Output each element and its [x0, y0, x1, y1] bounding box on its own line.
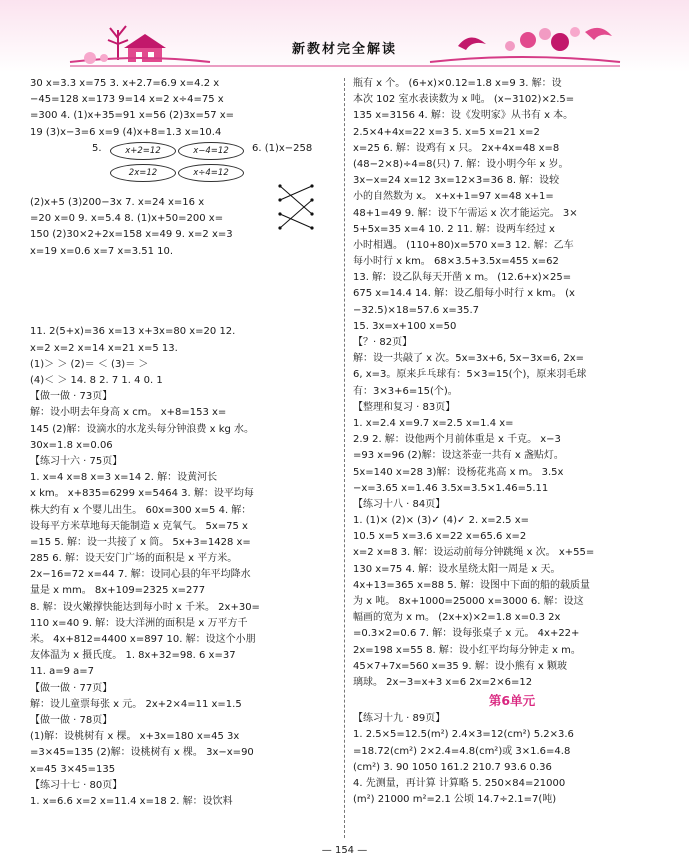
answer-line: 2x−16=72 x=44 7. 解：设同心县的年平均降水: [30, 569, 251, 581]
answer-line: 135 x=3156 4. 解：设《发明家》从书有 x 本。: [353, 110, 574, 122]
section-heading: 【做一做 · 78页】: [30, 714, 113, 726]
answer-line: 1. x=6.6 x=2 x=11.4 x=18 2. 解：设饮料: [30, 795, 233, 807]
answer-line: x=25 6. 解：设鸡有 x 只。 2x+4x=48 x=8: [353, 142, 560, 154]
answer-line: 1. (1)× (2)× (3)✓ (4)✓ 2. x=2.5 x=: [353, 515, 530, 527]
answer-line: −x=3.65 x=1.46 3.5x=3.5×1.46=5.11: [353, 482, 549, 494]
answer-line: [30, 260, 338, 276]
answer-line: [30, 276, 338, 292]
answer-line: [30, 308, 338, 324]
section-heading: 【整理和复习 · 83页】: [353, 401, 456, 413]
answer-line: 1. x=4 x=8 x=3 x=14 2. 解：设黄河长: [30, 472, 218, 484]
answer-line: (48−2×8)÷4=8(只) 7. 解：设小明今年 x 岁。: [353, 158, 569, 170]
answer-line: =93 x=96 (2)解：设这茶壶一共有 x 盏贴灯。: [353, 450, 564, 462]
answer-line: −45=128 x=173 9=14 x=2 x÷4=75 x: [30, 94, 224, 106]
answer-line: (4)＜ ＞ 14. 8 2. 7 1. 4 0. 1: [30, 375, 163, 386]
answer-line: 19 (3)x−3=6 x=9 (4)x+8=1.3 x=10.4: [30, 126, 222, 138]
answer-line: 株大约有 x 个婴儿出生。 60x=300 x=5 4. 解：: [30, 504, 252, 516]
header-title: 新教材完全解读: [291, 42, 397, 57]
section-heading: 【练习十九 · 89页】: [353, 713, 446, 725]
answer-line: 友体温为 x 摄氏度。 1. 8x+32=98. 6 x=37: [30, 650, 236, 662]
answer-line: =3×45=135 (2)解：设桃树有 x 棵。 3x−x=90: [30, 747, 254, 759]
answer-line: =18.72(cm²) 2×2.4=4.8(cm²)或 3×1.6=4.8: [353, 745, 571, 757]
right-column: [353, 76, 671, 808]
answer-line: 璃球。 2x−3=x+3 x=6 2x=2×6=12: [353, 676, 533, 688]
answer-line: 每小时行 x km。 68×3.5+3.5x=455 x=62: [353, 256, 559, 268]
match-line: [280, 200, 312, 228]
answer-line: x=19 x=0.6 x=7 x=3.51 10.: [30, 245, 174, 257]
answer-line: 瓶有 x 个。 (6+x)×0.12=1.8 x=9 3. 解：设: [353, 78, 562, 89]
answer-line: 8. 解：设火嫩撑快能达到每小时 x 千米。 2x+30=: [30, 601, 260, 613]
answer-line: (cm²) 3. 90 1050 161.2 210.7 93.6 0.36: [353, 761, 552, 773]
footer-dash: —: [357, 845, 368, 856]
answer-line: 145 (2)解：设滴水的水龙头每分钟浪费 x kg 水。: [30, 423, 255, 435]
section-heading: 【练习十八 · 84页】: [353, 498, 446, 510]
answer-line: 110 x=40 9. 解：设大洋洲的面积是 x 万平方千: [30, 617, 248, 629]
answer-line: x km。 x+835=6299 x=5464 3. 解：设平均每: [30, 488, 254, 500]
answer-line: 2.5×4+4x=22 x=3 5. x=5 x=21 x=2: [353, 126, 540, 138]
column-divider: [344, 78, 345, 838]
answer-line: 11. 2(5+x)=36 x=13 x+3x=80 x=20 12.: [30, 326, 236, 338]
answer-line: 13. 解：设乙队每天开凿 x m。 (12.6+x)×25=: [353, 272, 572, 284]
answer-line: 小的自然数为 x。 x+x+1=97 x=48 x+1=: [353, 191, 554, 203]
answer-line: (1)解：设桃树有 x 棵。 x+3x=180 x=45 3x: [30, 731, 240, 743]
header-banner: [0, 0, 689, 72]
answer-line: 4. 先测量，再计算 计算略 5. 250×84=21000: [353, 777, 566, 789]
answer-line: 11. a=9 a=7: [30, 666, 94, 678]
section-heading: 【练习十六 · 75页】: [30, 455, 123, 467]
answer-line: 1. 2.5×5=12.5(m²) 2.4×3=12(cm²) 5.2×3.6: [353, 729, 574, 741]
answer-line: 解：设儿童票每张 x 元。 2x+2×4=11 x=1.5: [30, 698, 242, 710]
match-line: [280, 214, 312, 228]
answer-line: 150 (2)30×2+2x=158 x=49 9. x=2 x=3: [30, 229, 233, 241]
answer-line: 5+5x=35 x=4 10. 2 11. 解：设两车经过 x: [353, 223, 555, 235]
answer-line: 15. 3x=x+100 x=50: [353, 320, 457, 332]
answer-line: 解：设一共敲了 x 次。5x=3x+6, 5x−3x=6, 2x=: [353, 353, 585, 365]
footer-dash: —: [321, 845, 332, 856]
section-heading: 【做一做 · 73页】: [30, 391, 113, 403]
answer-line: x=2 x=2 x=14 x=21 x=5 13.: [30, 342, 178, 354]
answer-line: 1. x=2.4 x=9.7 x=2.5 x=1.4 x=: [353, 417, 514, 429]
answer-line: 6. (1)x−258: [252, 142, 313, 154]
answer-line: =15 5. 解：设一共接了 x 筒。 5x+3=1428 x=: [30, 536, 251, 548]
answer-line: −32.5)×18=57.6 x=35.7: [353, 304, 480, 316]
answer-line: (m²) 21000 m²=2.1 公顷 14.7÷2.1=7(吨): [353, 794, 557, 806]
answer-line: 量是 x mm。 8x+109=2325 x=277: [30, 585, 206, 597]
section-heading: 【做一做 · 77页】: [30, 682, 113, 694]
answer-line: 小时相遇。 (110+80)x=570 x=3 12. 解：乙车: [353, 239, 574, 251]
answer-line: 有：3×3+6=15(个)。: [353, 385, 458, 397]
answer-line: 675 x=14.4 14. 解：设乙船每小时行 x km。 (x: [353, 288, 575, 300]
ellipse-row: [30, 141, 338, 160]
answer-line: [30, 292, 338, 308]
answer-line: 285 6. 解：设天安门广场的面积是 x 平方米。: [30, 553, 238, 565]
answer-line: 30x=1.8 x=0.06: [30, 439, 113, 451]
answer-line: 6, x=3。原来乒乓球有：5×3=15(个)，原来羽毛球: [353, 369, 587, 381]
match-line: [280, 186, 312, 214]
unit-title: 第6单元: [488, 693, 536, 709]
answer-line: 2.9 2. 解：设他两个月前体重是 x 千克。 x−3: [353, 434, 561, 446]
page-footer: [0, 845, 689, 856]
answer-line: 48+1=49 9. 解：设下午需运 x 次才能运完。 3×: [353, 207, 578, 219]
match-line: [280, 186, 312, 200]
answer-line: (1)＞ ＞ (2)＝ ＜ (3)＝ ＞: [30, 358, 149, 370]
answer-line: 为 x 吨。 8x+1000=25000 x=3000 6. 解：设这: [353, 596, 584, 607]
answer-line: =0.3×2=0.6 7. 解：设每张桌子 x 元。 4x+22+: [353, 628, 580, 640]
question-number: 5.: [92, 142, 102, 154]
equation-ellipse: x−4=12: [178, 142, 244, 160]
answer-line: 30 x=3.3 x=75 3. x+2.7=6.9 x=4.2 x: [30, 78, 220, 89]
matching-lines-diagram: [272, 180, 322, 240]
answer-line: 幅画的宽为 x m。 (2x+x)×2=1.8 x=0.3 2x: [353, 612, 561, 624]
ellipse-row: [30, 160, 338, 179]
page-number: 154: [334, 845, 355, 856]
answer-line: (2)x+5 (3)200−3x 7. x=24 x=16 x: [30, 196, 205, 208]
equation-ellipse: x÷4=12: [178, 164, 244, 182]
answer-line: 2x=198 x=55 8. 解：设小红平均每分钟走 x m。: [353, 644, 581, 656]
section-heading: 【练习十七 · 80页】: [30, 779, 123, 791]
answer-line: 10.5 x=5 x=3.6 x=22 x=65.6 x=2: [353, 531, 527, 543]
equation-ellipse: 2x=12: [110, 164, 176, 182]
answer-line: 3x−x=24 x=12 3x=12×3=36 8. 解：设较: [353, 175, 560, 187]
answer-line: 设每平方米草地每天能制造 x 克氧气。 5x=75 x: [30, 520, 248, 532]
answer-line: 5x=140 x=28 3)解：设杨花兆高 x m。 3.5x: [353, 466, 564, 478]
answer-line: 解：设小明去年身高 x cm。 x+8=153 x=: [30, 407, 227, 419]
answer-line: =300 4. (1)x+35=91 x=56 (2)3x=57 x=: [30, 110, 235, 122]
answer-line: x=2 x=8 3. 解：设运动前每分钟跳绳 x 次。 x+55=: [353, 547, 595, 559]
answer-line: 本次 102 室水表读数为 x 吨。 (x−3102)×2.5=: [353, 94, 575, 106]
answer-line: 4x+13=365 x=88 5. 解：设图中下面的船的载质量: [353, 579, 590, 591]
answer-line: x=45 3×45=135: [30, 763, 116, 775]
equation-ellipse: x+2=12: [110, 142, 176, 160]
answer-line: 45×7+7x=560 x=35 9. 解：设小熊有 x 颗玻: [353, 660, 567, 672]
answer-line: 米。 4x+812=4400 x=897 10. 解：设这个小朋: [30, 634, 256, 645]
answer-line: 130 x=75 4. 解：设水星绕太阳一周是 x 天。: [353, 563, 561, 575]
section-heading: 【？· 82页】: [353, 337, 413, 348]
answer-line: =20 x=0 9. x=5.4 8. (1)x+50=200 x=: [30, 213, 224, 225]
